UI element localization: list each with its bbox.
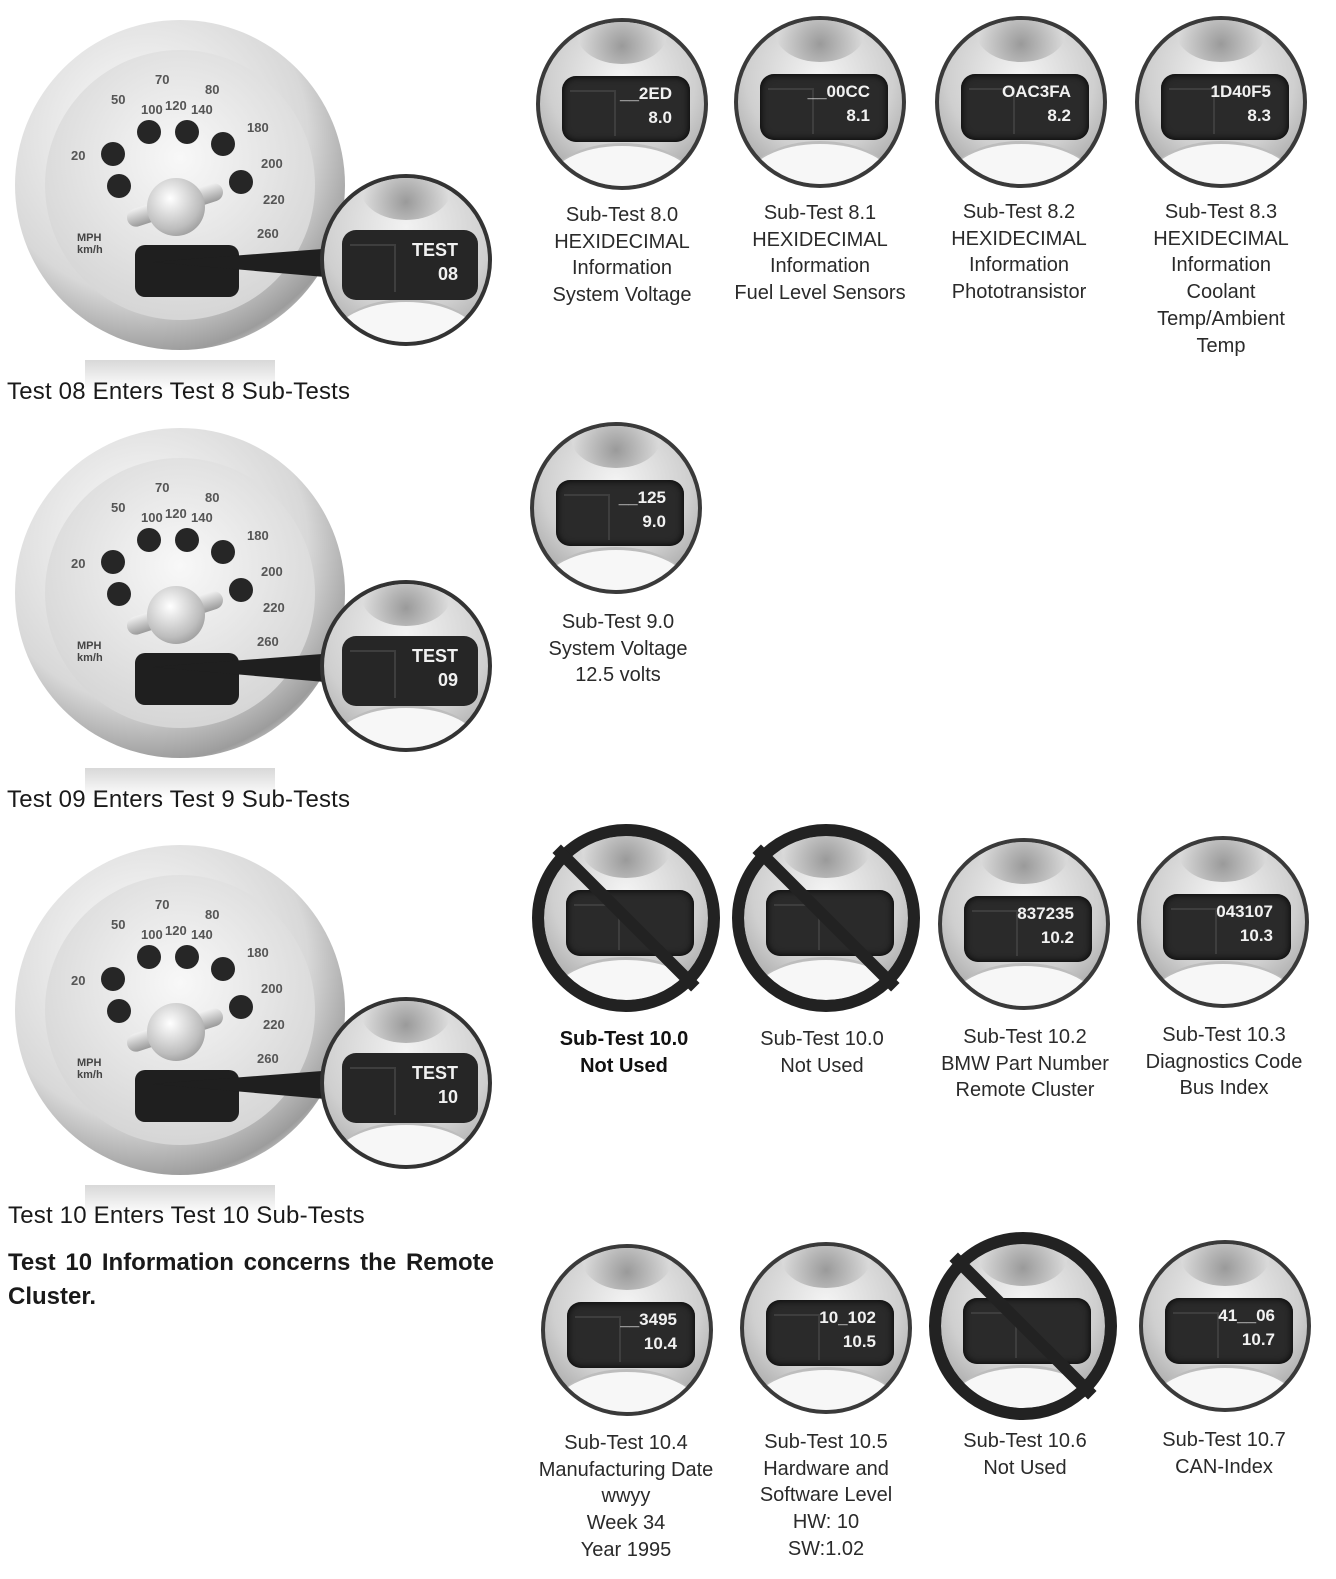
lcd-grid (774, 1314, 820, 1360)
gauge-tick-label: 180 (247, 528, 269, 543)
lcd (1163, 894, 1291, 960)
display-bezel (1137, 836, 1309, 1008)
section-caption: Test 08 Enters Test 8 Sub-Tests (7, 378, 351, 405)
display-bezel (541, 1244, 713, 1416)
display-lower-rim (746, 141, 894, 188)
gauge-tick-label: 260 (257, 634, 279, 649)
gauge-dot (101, 550, 125, 574)
lcd-line-2: 10.5 (842, 1332, 876, 1351)
lcd-line-1: TEST (411, 240, 458, 260)
gauge-dot (211, 957, 235, 981)
gauge-tick-label: 180 (247, 945, 269, 960)
display-lower-rim (1149, 961, 1297, 1008)
lcd-line-2: 8.2 (1047, 106, 1071, 125)
gauge-tick-label: 200 (261, 156, 283, 171)
speedometer-gauge (15, 428, 345, 788)
subtest-caption: Sub-Test 8.3 HEXIDECIMAL Information Coolant Temp/Ambient Temp (1153, 201, 1289, 357)
display-bump (1178, 836, 1268, 882)
gauge-dot (137, 945, 161, 969)
lcd (964, 896, 1092, 962)
lcd (766, 1300, 894, 1366)
gauge-units: MPH km/h (77, 1057, 103, 1081)
gauge-tick-label: 50 (111, 500, 126, 515)
zoom-lower-rim (332, 1122, 480, 1169)
gauge-units: MPH km/h (77, 232, 103, 256)
lcd-line-2: 8.3 (1247, 106, 1271, 125)
subtest-display (1137, 836, 1309, 1008)
subtest-display (740, 1242, 912, 1414)
subtest-caption: Sub-Test 10.3 Diagnostics Code Bus Index (1145, 1024, 1303, 1100)
subtest-caption: Sub-Test 9.0 System Voltage 12.5 volts (548, 611, 688, 687)
gauge-dot (229, 995, 253, 1019)
display-bump (976, 16, 1066, 62)
subtest-display (530, 422, 702, 594)
gauge-tick-label: 20 (71, 973, 86, 988)
display-lower-rim (947, 141, 1095, 188)
gauge-hub (147, 586, 205, 644)
lcd-line-1: 043107 (1216, 902, 1273, 921)
subtest-caption: Sub-Test 10.4 Manufacturing Date wwyy Week 34 Year 1995 (538, 1432, 714, 1561)
gauge-tick-label: 220 (263, 1017, 285, 1032)
zoom-bezel (320, 174, 492, 346)
speedometer-gauge (15, 845, 345, 1205)
subtest-display (1139, 1240, 1311, 1412)
display-bezel (740, 1242, 912, 1414)
display-bezel (935, 16, 1107, 188)
lcd-grid (350, 244, 396, 292)
subtest-caption: Sub-Test 10.7 CAN-Index (1162, 1429, 1286, 1478)
gauge-tick-label: 260 (257, 226, 279, 241)
display-lower-rim (548, 143, 696, 190)
gauge-tick-label: 50 (111, 917, 126, 932)
display-bump (1180, 1240, 1270, 1286)
gauge-tick-label: 140 (191, 102, 213, 117)
lcd (556, 480, 684, 546)
gauge-dot (101, 142, 125, 166)
lcd-line-1: __3495 (620, 1310, 677, 1329)
lcd-grid (1169, 88, 1215, 134)
gauge-dot (107, 999, 131, 1023)
display-bump (775, 16, 865, 62)
subtest-caption: Sub-Test 10.6 Not Used (963, 1430, 1087, 1479)
lcd-line-1: __00CC (807, 82, 870, 101)
display-bezel (530, 422, 702, 594)
display-bezel (1135, 16, 1307, 188)
gauge-dot (175, 945, 199, 969)
zoom-bump (361, 997, 451, 1043)
zoom-lower-rim (332, 705, 480, 752)
subtest-display-not-used (740, 832, 912, 1004)
gauge-tick-label: 20 (71, 556, 86, 571)
gauge-dot (137, 528, 161, 552)
display-lower-rim (553, 1369, 701, 1416)
gauge-dot (175, 120, 199, 144)
lcd-line-2: 9.0 (642, 512, 666, 531)
display-lower-rim (1147, 141, 1295, 188)
subtest-display-not-used (937, 1240, 1109, 1412)
gauge-dot (101, 967, 125, 991)
gauge-dot (229, 578, 253, 602)
display-bump (571, 422, 661, 468)
gauge-dot (229, 170, 253, 194)
lcd-line-2: 8.1 (846, 106, 870, 125)
display-lower-rim (752, 1367, 900, 1414)
gauge-tick-label: 70 (155, 897, 170, 912)
gauge-tick-label: 100 (141, 927, 163, 942)
gauge-tick-label: 140 (191, 510, 213, 525)
gauge-hub (147, 178, 205, 236)
gauge-tick-label: 220 (263, 192, 285, 207)
subtest-display (536, 18, 708, 190)
lcd-line-2: 09 (437, 670, 458, 690)
gauge-tick-label: 200 (261, 981, 283, 996)
display-bezel (1139, 1240, 1311, 1412)
gauge-tick-label: 200 (261, 564, 283, 579)
subtest-display-not-used (540, 832, 712, 1004)
lcd-line-2: 10.3 (1239, 926, 1273, 945)
subtest-display (938, 838, 1110, 1010)
lcd (1161, 74, 1289, 140)
gauge-tick-label: 70 (155, 72, 170, 87)
zoom-lcd (342, 230, 478, 300)
section-caption: Test 10 Enters Test 10 Sub-Tests (8, 1202, 365, 1229)
lcd-line-1: 10_102 (819, 1308, 876, 1327)
display-bezel (734, 16, 906, 188)
gauge-tick-label: 80 (205, 490, 220, 505)
zoom-display-test10 (320, 997, 492, 1169)
zoom-display-test08 (320, 174, 492, 346)
display-lower-rim (1151, 1365, 1299, 1412)
subtest-caption: Sub-Test 8.2 HEXIDECIMAL Information Phototransistor (951, 201, 1087, 304)
lcd-grid (575, 1316, 621, 1362)
gauge-dot (211, 540, 235, 564)
gauge-tick-label: 100 (141, 510, 163, 525)
gauge-hub (147, 1003, 205, 1061)
lcd-line-2: 10.2 (1040, 928, 1074, 947)
display-bump (577, 18, 667, 64)
gauge-tick-label: 70 (155, 480, 170, 495)
zoom-bump (361, 580, 451, 626)
subtest-display (935, 16, 1107, 188)
zoom-lcd (342, 1053, 478, 1123)
subtest-caption: Sub-Test 10.0 Not Used (559, 1028, 689, 1077)
lcd-grid (1173, 1312, 1219, 1358)
gauge-tick-label: 140 (191, 927, 213, 942)
lcd-grid (350, 650, 396, 698)
lcd-line-1: TEST (411, 1063, 458, 1083)
lcd-line-1: 1D40F5 (1210, 82, 1271, 101)
display-bezel (938, 838, 1110, 1010)
lcd-line-2: 10 (437, 1087, 458, 1107)
subtest-caption: Sub-Test 8.1 HEXIDECIMAL Information Fuel Level Sensors (734, 202, 906, 305)
lcd-grid (972, 910, 1018, 956)
display-lower-rim (542, 547, 690, 594)
zoom-bezel (320, 997, 492, 1169)
zoom-lower-rim (332, 299, 480, 346)
gauge-tick-label: 260 (257, 1051, 279, 1066)
subtest-display (734, 16, 906, 188)
section-caption: Test 09 Enters Test 9 Sub-Tests (7, 786, 351, 813)
display-lower-rim (950, 963, 1098, 1010)
display-bezel (536, 18, 708, 190)
gauge-tick-label: 100 (141, 102, 163, 117)
gauge-tick-label: 120 (165, 98, 187, 113)
subtest-display (1135, 16, 1307, 188)
lcd-line-1: __2ED (620, 84, 672, 103)
gauge-tick-label: 120 (165, 923, 187, 938)
lcd-grid (350, 1067, 396, 1115)
lcd (961, 74, 1089, 140)
display-bump (781, 1242, 871, 1288)
lcd-line-1: OAC3FA (1002, 82, 1071, 101)
gauge-tick-label: 50 (111, 92, 126, 107)
lcd-grid (564, 494, 610, 540)
lcd-grid (1171, 908, 1217, 954)
speedometer-gauge (15, 20, 345, 380)
gauge-tick-label: 180 (247, 120, 269, 135)
lcd-line-2: 8.0 (648, 108, 672, 127)
lcd-line-1: 837235 (1017, 904, 1074, 923)
lcd (562, 76, 690, 142)
gauge-dot (107, 174, 131, 198)
gauge-tick-label: 80 (205, 907, 220, 922)
lcd-line-2: 10.4 (643, 1334, 677, 1353)
gauge-tick-label: 80 (205, 82, 220, 97)
display-bump (979, 838, 1069, 884)
subtest-caption: Sub-Test 10.2 BMW Part Number Remote Cluster (941, 1026, 1109, 1102)
lcd (760, 74, 888, 140)
lcd (1165, 1298, 1293, 1364)
gauge-dot (137, 120, 161, 144)
gauge-tick-label: 220 (263, 600, 285, 615)
zoom-bump (361, 174, 451, 220)
lcd-line-1: __125 (618, 488, 666, 507)
subtest-caption: Sub-Test 8.0 HEXIDECIMAL Information System Voltage (552, 204, 692, 307)
lcd-line-1: 41__06 (1218, 1306, 1275, 1325)
lcd-line-2: 10.7 (1241, 1330, 1275, 1349)
zoom-display-test09 (320, 580, 492, 752)
gauge-dot (107, 582, 131, 606)
gauge-tick-label: 120 (165, 506, 187, 521)
display-bump (582, 1244, 672, 1290)
gauge-tick-label: 20 (71, 148, 86, 163)
lcd-grid (570, 90, 616, 136)
gauge-units: MPH km/h (77, 640, 103, 664)
display-bump (1176, 16, 1266, 62)
section-note: Test 10 Information concerns the Remote Cluster. (8, 1249, 494, 1310)
subtest-caption: Sub-Test 10.5 Hardware and Software Level HW: 10 SW:1.02 (759, 1431, 893, 1560)
lcd (567, 1302, 695, 1368)
lcd-line-2: 08 (437, 264, 458, 284)
subtest-display (541, 1244, 713, 1416)
zoom-lcd (342, 636, 478, 706)
gauge-dot (175, 528, 199, 552)
lcd-line-1: TEST (411, 646, 458, 666)
gauge-dot (211, 132, 235, 156)
zoom-bezel (320, 580, 492, 752)
subtest-caption: Sub-Test 10.0 Not Used (760, 1028, 884, 1077)
